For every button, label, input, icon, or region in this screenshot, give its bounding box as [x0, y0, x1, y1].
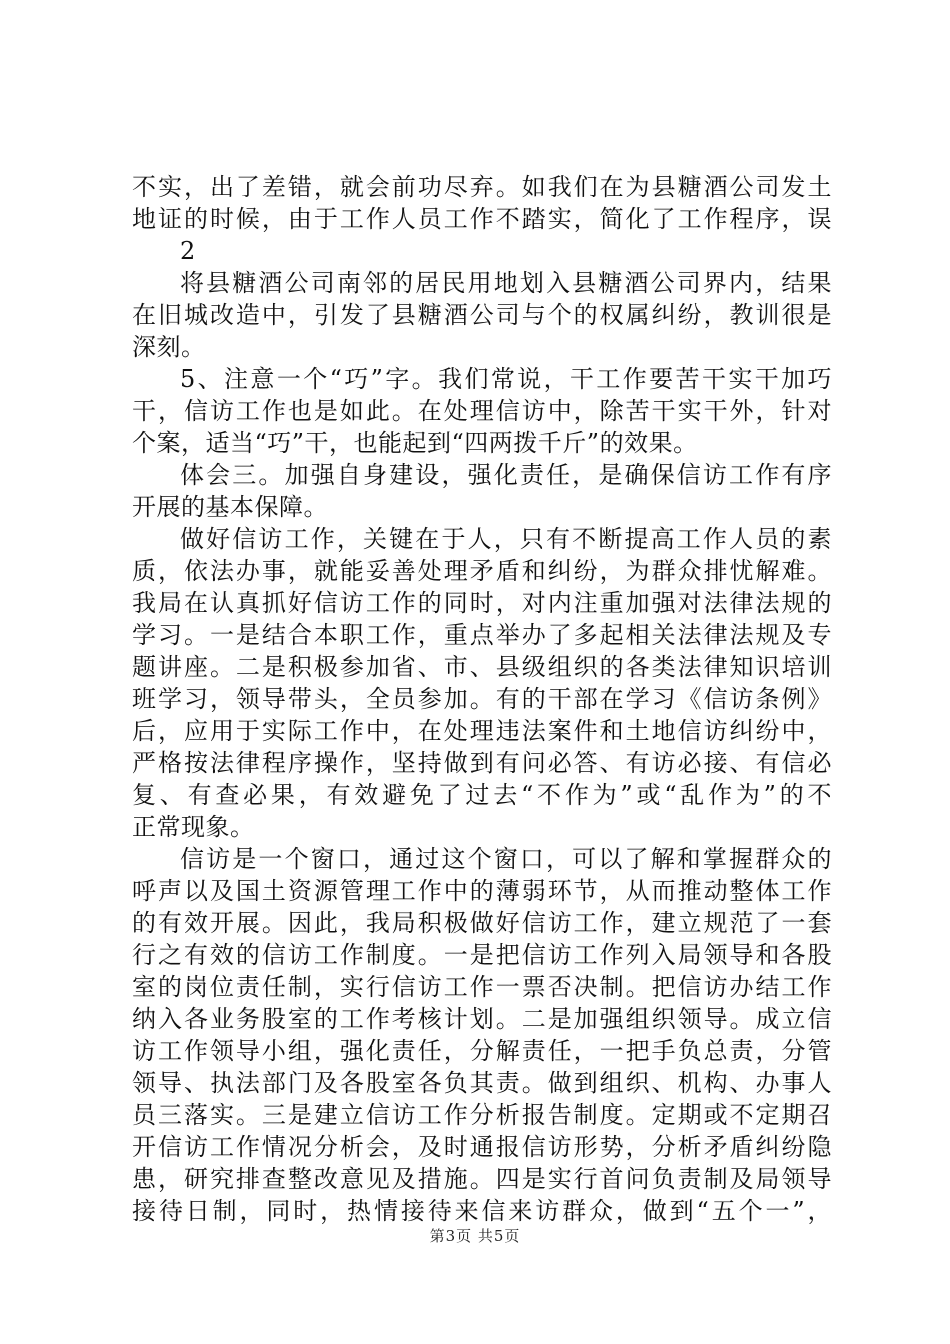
text-line: 纳入各业务股室的工作考核计划。二是加强组织领导。成立信: [132, 1005, 832, 1033]
text-line: 个案，适当“巧”干，也能起到“四两拨千斤”的效果。: [132, 429, 698, 457]
text-line: 领导、执法部门及各股室各负其责。做到组织、机构、办事人: [132, 1069, 832, 1097]
text-line: 的有效开展。因此，我局积极做好信访工作，建立规范了一套: [132, 909, 832, 937]
text-line: 2: [180, 237, 196, 265]
text-line: 质，依法办事，就能妥善处理矛盾和纠纷，为群众排忧解难。: [132, 557, 832, 585]
body-text: [132, 171, 832, 1227]
text-line: 在旧城改造中，引发了县糖酒公司与个的权属纠纷，教训很是: [132, 301, 832, 329]
text-line: 我局在认真抓好信访工作的同时，对内注重加强对法律法规的: [132, 589, 832, 617]
text-line: 5、注意一个“巧”字。我们常说，干工作要苦干实干加巧: [180, 365, 832, 393]
text-line: 体会三。加强自身建设，强化责任，是确保信访工作有序: [180, 461, 832, 489]
text-line: 开信访工作情况分析会，及时通报信访形势，分析矛盾纠纷隐: [132, 1133, 832, 1161]
text-line: 班学习，领导带头，全员参加。有的干部在学习《信访条例》: [132, 685, 832, 713]
text-line: 学习。一是结合本职工作，重点举办了多起相关法律法规及专: [132, 621, 832, 649]
text-line: 不实，出了差错，就会前功尽弃。如我们在为县糖酒公司发土: [132, 173, 832, 201]
text-line: 呼声以及国土资源管理工作中的薄弱环节，从而推动整体工作: [132, 877, 832, 905]
text-line: 题讲座。二是积极参加省、市、县级组织的各类法律知识培训: [132, 653, 832, 681]
text-line: 信访是一个窗口，通过这个窗口，可以了解和掌握群众的: [180, 845, 832, 873]
text-line: 后，应用于实际工作中，在处理违法案件和土地信访纠纷中，: [132, 717, 832, 745]
text-line: 干，信访工作也是如此。在处理信访中，除苦干实干外，针对: [132, 397, 832, 425]
text-line: 接待日制，同时，热情接待来信来访群众，做到“五个一”，: [132, 1197, 832, 1225]
text-line: 开展的基本保障。: [132, 493, 328, 521]
text-line: 访工作领导小组，强化责任，分解责任，一把手负总责，分管: [132, 1037, 832, 1065]
text-line: 室的岗位责任制，实行信访工作一票否决制。把信访办结工作: [132, 973, 832, 1001]
text-line: 员三落实。三是建立信访工作分析报告制度。定期或不定期召: [132, 1101, 832, 1129]
text-line: 行之有效的信访工作制度。一是把信访工作列入局领导和各股: [132, 941, 832, 969]
text-line: 将县糖酒公司南邻的居民用地划入县糖酒公司界内，结果: [180, 269, 832, 297]
text-line: 正常现象。: [132, 813, 255, 841]
text-line: 严格按法律程序操作，坚持做到有问必答、有访必接、有信必: [132, 749, 832, 777]
text-line: 患，研究排查整改意见及措施。四是实行首问负责制及局领导: [132, 1165, 832, 1193]
text-line: 做好信访工作，关键在于人，只有不断提高工作人员的素: [180, 525, 832, 553]
text-line: 深刻。: [132, 333, 206, 361]
text-line: 复、有查必果，有效避免了过去“不作为”或“乱作为”的不: [132, 781, 832, 809]
text-line: 地证的时候，由于工作人员工作不踏实，简化了工作程序，误: [132, 205, 832, 233]
page-footer: 第3页 共5页: [429, 1227, 521, 1245]
